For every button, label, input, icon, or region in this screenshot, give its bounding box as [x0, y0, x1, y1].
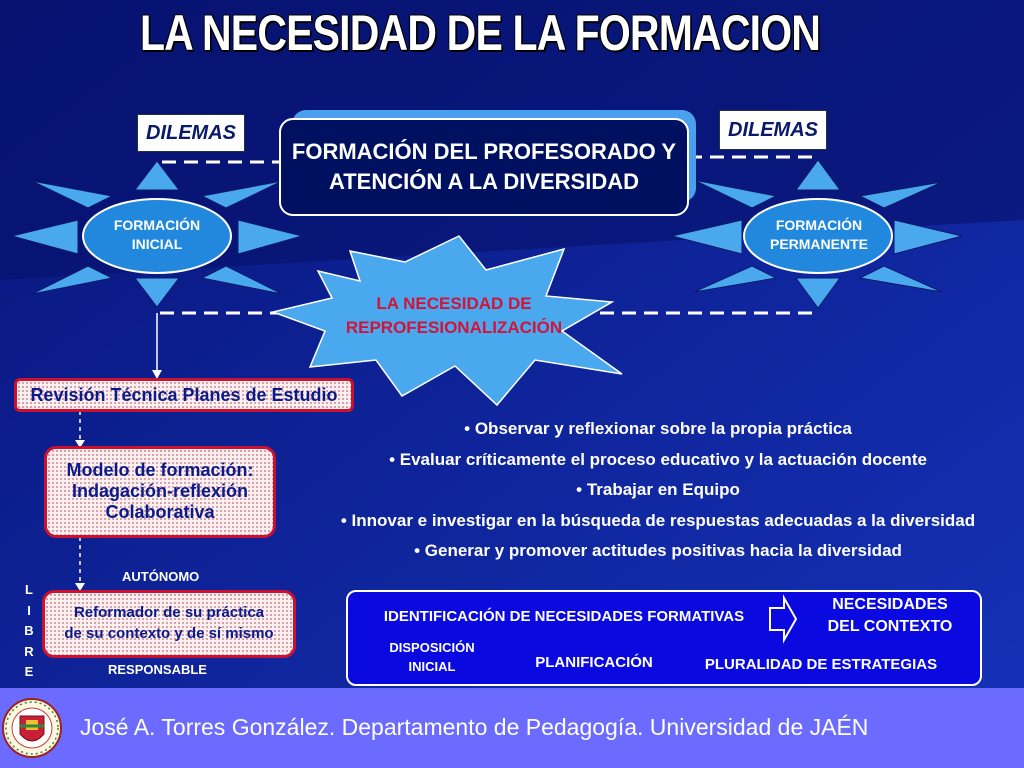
footer-bar [0, 688, 1024, 768]
revision-box [14, 378, 354, 412]
main-topic-box: FORMACIÓN DEL PROFESORADO Y ATENCIÓN A LA DIVERSIDAD [279, 118, 689, 216]
bullet-item: • Evaluar críticamente el proceso educativo y la actuación docente [389, 449, 927, 469]
reformador-box: Reformador de su práctica de su contexto y de sí mismo [42, 590, 296, 658]
modelo-box: Modelo de formación: Indagación-reflexión Colaborativa [44, 446, 276, 538]
bullet-item: • Innovar e investigar en la búsqueda de respuestas adecuadas a la diversidad [340, 510, 976, 530]
slide-title: LA NECESIDAD DE LA FORMACION [139, 5, 821, 61]
bullet-item: • Generar y promover actitudes positivas hacia la diversidad [414, 541, 902, 560]
autonomo-label: AUTÓNOMO [122, 569, 200, 584]
reprofesionalizacion-label: LA NECESIDAD DE REPROFESIONALIZACIÓN [345, 294, 563, 337]
responsable-label: RESPONSABLE [108, 662, 207, 677]
formacion-inicial-label: FORMACIÓN INICIAL [113, 217, 201, 252]
formacion-permanente-label: FORMACIÓN PERMANENTE [769, 217, 868, 252]
disposicion-label: DISPOSICIÓN INICIAL [389, 640, 475, 674]
libre-vertical-label: L I B R E [24, 582, 34, 679]
dilemas-left-box: DILEMAS [137, 114, 245, 152]
bullet-item: • Trabajar en Equipo [576, 480, 740, 499]
revision-label: Revisión Técnica Planes de Estudio [30, 385, 338, 405]
bullet-list [300, 414, 1016, 567]
bullet-item: • Observar y reflexionar sobre la propia práctica [464, 419, 852, 438]
footer-credit: José A. Torres González. Departamento de Pedagogía. Universidad de JAÉN [80, 714, 869, 740]
identificacion-label: IDENTIFICACIÓN DE NECESIDADES FORMATIVAS [383, 608, 745, 625]
dilemas-right-box: DILEMAS [719, 110, 827, 150]
university-seal-logo [2, 692, 62, 764]
arrow-right-outline-icon [768, 594, 798, 644]
planificacion-label: PLANIFICACIÓN [535, 654, 653, 671]
identification-box [346, 590, 982, 686]
pluralidad-label: PLURALIDAD DE ESTRATEGIAS [704, 656, 938, 673]
necesidades-label: NECESIDADES DEL CONTEXTO [827, 596, 953, 635]
